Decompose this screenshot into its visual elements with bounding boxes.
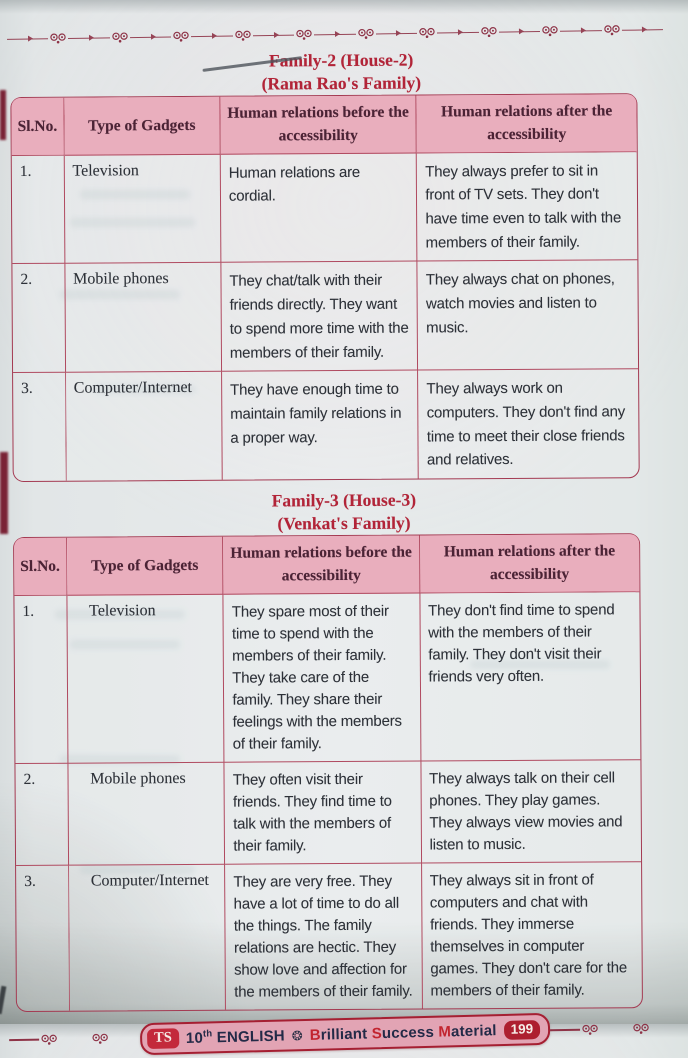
section-title: Family-3 (House-3) <box>271 489 417 511</box>
cell-after: They always prefer to sit in front of TV sets. They don't have time even to talk with the members of their family. <box>417 152 637 262</box>
table-row <box>15 760 641 866</box>
section-heading-family3 <box>0 487 688 537</box>
cell-after: They always work on computers. They don't find any time to meet their close friends and relatives. <box>426 379 626 469</box>
cell-slno: 3. <box>16 866 70 1012</box>
subject-name: ENGLISH <box>216 1027 285 1047</box>
grade-number: 10 <box>185 1030 204 1048</box>
section-subtitle: (Rama Rao's Family) <box>261 72 422 94</box>
cell-after: They always chat on phones, watch movies and listen to music. <box>418 261 638 371</box>
cell-slno: 3. <box>13 373 66 481</box>
decorative-swirl-rule-top <box>7 23 663 46</box>
swirl-motif-icon <box>480 26 498 39</box>
swirl-motif-icon <box>602 24 620 37</box>
gadgets-table-family2 <box>10 93 639 482</box>
swirl-motif-icon <box>40 1033 58 1046</box>
table-row <box>16 862 642 1011</box>
header-slno: Sl.No. <box>11 98 64 156</box>
cell-gadget: Television <box>67 594 225 763</box>
flower-icon: ❂ <box>291 1028 303 1044</box>
cell-slno: 1. <box>12 155 65 264</box>
header-slno: Sl.No. <box>14 538 67 596</box>
cell-gadget: Mobile phones <box>65 263 222 373</box>
cell-slno: 2. <box>12 264 65 373</box>
swirl-motif-icon <box>111 31 129 44</box>
swirl-motif-icon <box>91 1032 109 1045</box>
cell-gadget: Computer/Internet <box>66 372 223 481</box>
cell-gadget: Computer/Internet <box>69 865 227 1011</box>
cell-after: They don't find time to spend with the members of their family. They don't visit their friends very often. <box>420 592 640 762</box>
swirl-motif-icon <box>172 30 190 43</box>
cell-after: They always talk on their cell phones. They play games. They always view movies and listen to music. <box>421 760 641 864</box>
table-row <box>13 369 639 481</box>
swirl-motif-icon <box>541 25 559 38</box>
table-row <box>12 261 638 374</box>
cell-gadget: Mobile phones <box>68 763 225 866</box>
cell-before: They are very free. They have a lot of time to do all the things. The family relations are hectic. They show love and affection for the members of their family. <box>225 864 422 1010</box>
header-before: Human relations before the accessibility <box>220 96 417 155</box>
cell-before: Human relations are cordial. <box>221 153 418 263</box>
swirl-motif-icon <box>418 27 436 40</box>
table-header-row <box>11 94 636 155</box>
header-gadget-type: Type of Gadgets <box>67 537 224 595</box>
cell-before: They chat/talk with their friends directly. They want to spend more time with the members of their family. <box>221 262 418 372</box>
cell-slno: 1. <box>14 595 68 764</box>
board-badge: TS <box>147 1029 179 1050</box>
header-before: Human relations before the accessibility <box>223 536 420 595</box>
table-row <box>12 152 638 265</box>
section-subtitle: (Venkat's Family) <box>277 512 411 534</box>
header-after: Human relations after the accessibility <box>420 534 640 593</box>
swirl-motif-icon <box>632 1022 650 1035</box>
cell-before: They spare most of their time to spend with the members of their family. They take care of the family. They share their feelings with the members of their family. <box>224 593 421 763</box>
swirl-motif-icon <box>295 28 313 41</box>
cell-slno: 2. <box>15 764 68 867</box>
cell-after: They always sit in front of computers and chat with friends. They immerse themselves in computer games. They don't care for the members of their family. <box>429 871 628 1000</box>
section-title: Family-2 (House-2) <box>268 49 414 71</box>
grade-ordinal: th <box>202 1028 213 1041</box>
swirl-motif-icon <box>357 27 375 40</box>
footer-banner <box>140 1013 551 1055</box>
page-footer <box>9 1012 681 1056</box>
cell-before: They have enough time to maintain family relations in a proper way. <box>222 371 419 480</box>
cell-before: They often visit their friends. They find time to talk with the members of their family. <box>225 761 422 864</box>
header-gadget-type: Type of Gadgets <box>64 97 221 155</box>
page-number-badge: 199 <box>503 1020 540 1040</box>
gadgets-table-family3 <box>13 533 643 1012</box>
swirl-motif-icon <box>234 29 252 42</box>
header-after: Human relations after the accessibility <box>417 94 637 153</box>
table-header-row <box>14 534 639 595</box>
swirl-motif-icon <box>49 32 67 45</box>
table-row <box>14 592 640 764</box>
swirl-motif-icon <box>581 1023 599 1036</box>
section-heading-family2 <box>0 47 685 97</box>
brand-name: Brilliant Success Material <box>309 1022 497 1044</box>
cell-gadget: Television <box>64 154 221 264</box>
footer-subject <box>186 1027 285 1047</box>
